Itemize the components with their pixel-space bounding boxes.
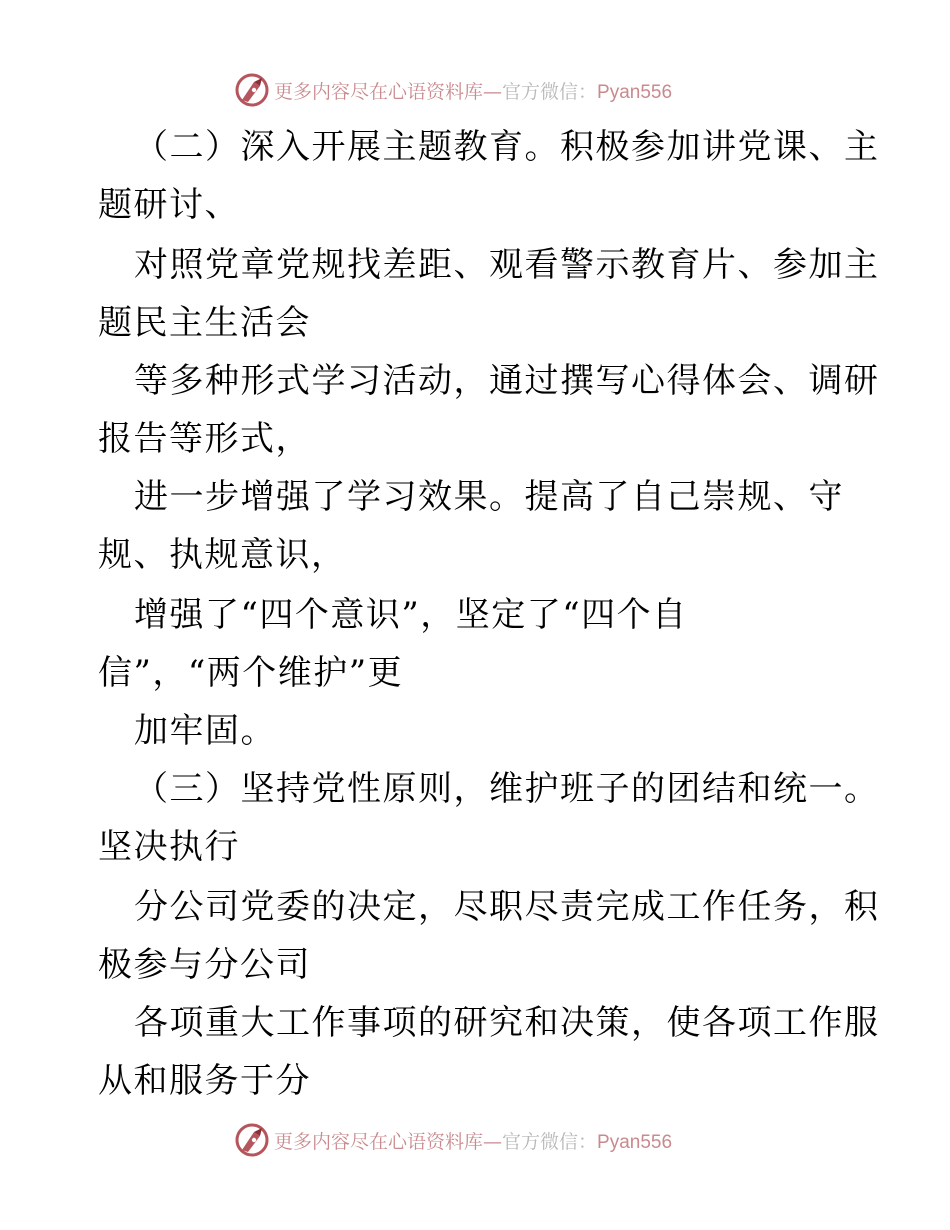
header-watermark (234, 72, 672, 108)
text-line: 极参与分公司 (98, 945, 311, 985)
text-line: 题研讨、 (98, 185, 240, 225)
text-line: 题民主生活会 (98, 303, 311, 343)
watermark-dash: — (483, 1130, 503, 1153)
text-line: 等多种形式学习活动，通过撰写心得体会、调研 (134, 361, 880, 401)
footer-watermark (234, 1122, 672, 1158)
watermark-official-label: 官方微信： (502, 1130, 598, 1153)
pen-nib-circle-logo-icon (234, 72, 270, 108)
watermark-main-text: 更多内容尽在心语资料库 (274, 80, 484, 103)
watermark-wechat-id: Pyan556 (597, 81, 673, 103)
text-line: 各项重大工作事项的研究和决策，使各项工作服 (134, 1003, 880, 1043)
watermark-text (274, 77, 672, 104)
watermark-text (274, 1127, 672, 1154)
text-line: 增强了“四个意识”，坚定了“四个自 (134, 595, 688, 635)
text-line: 信”，“两个维护”更 (98, 653, 404, 693)
watermark-official-label: 官方微信： (502, 80, 598, 103)
text-line: 从和服务于分 (98, 1061, 311, 1101)
watermark-wechat-id: Pyan556 (597, 1131, 673, 1153)
text-line: （三）坚持党性原则，维护班子的团结和统一。 (134, 769, 880, 809)
pen-nib-circle-logo-icon (234, 1122, 270, 1158)
text-line: （二）深入开展主题教育。积极参加讲党课、主 (134, 127, 880, 167)
text-line: 对照党章党规找差距、观看警示教育片、参加主 (134, 245, 880, 285)
watermark-dash: — (483, 80, 503, 103)
text-line: 报告等形式， (98, 419, 311, 459)
text-line: 规、执规意识， (98, 535, 347, 575)
text-line: 分公司党委的决定，尽职尽责完成工作任务，积 (134, 887, 880, 927)
text-line: 坚决执行 (98, 827, 240, 867)
watermark-main-text: 更多内容尽在心语资料库 (274, 1130, 484, 1153)
text-line: 加牢固。 (134, 711, 276, 751)
text-line: 进一步增强了学习效果。提高了自己崇规、守 (134, 477, 844, 517)
